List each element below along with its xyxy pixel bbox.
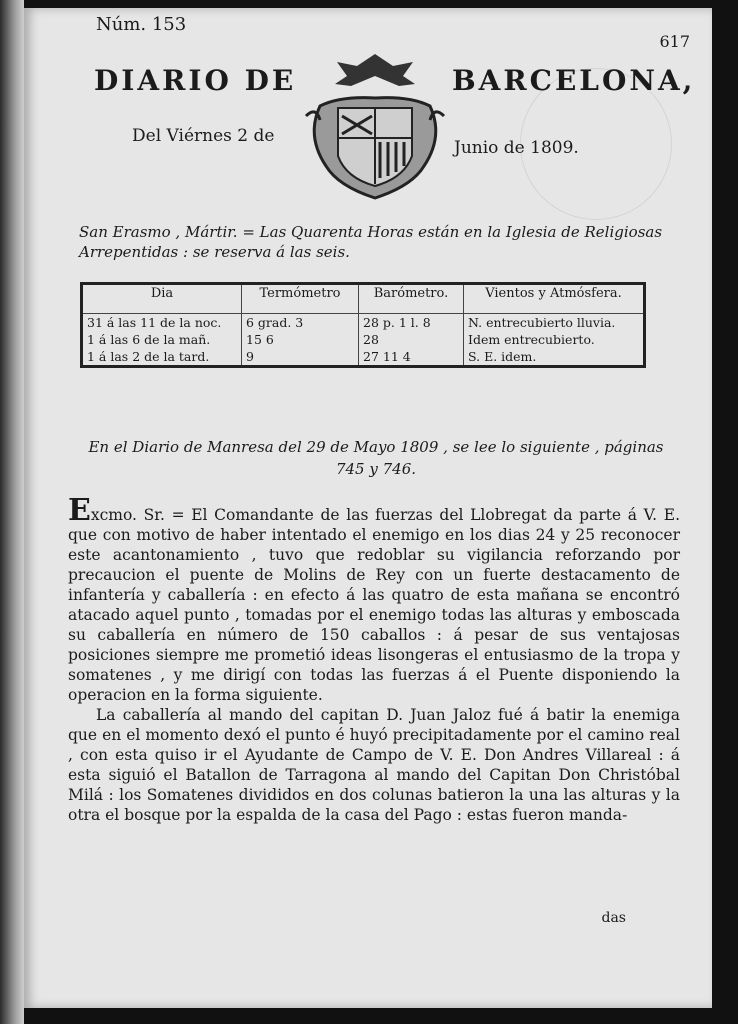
- cell-vientos: N. entrecubierto lluvia.: [464, 314, 645, 332]
- coat-of-arms-icon: [300, 46, 450, 206]
- col-vientos: Vientos y Atmósfera.: [464, 284, 645, 314]
- col-termometro: Termómetro: [242, 284, 359, 314]
- date-right: Junio de 1809.: [454, 138, 579, 158]
- cell-vientos: S. E. idem.: [464, 348, 645, 367]
- cell-dia: 1 á las 6 de la mañ.: [82, 331, 242, 348]
- table-row: [82, 331, 645, 348]
- cell-vientos: Idem entrecubierto.: [464, 331, 645, 348]
- article-body: [68, 493, 680, 825]
- article-intro: En el Diario de Manresa del 29 de Mayo 1809 , se lee lo siguiente , páginas 745 y 746.: [88, 438, 664, 478]
- masthead-right: BARCELONA,: [452, 64, 696, 97]
- paragraph-1-text: xcmo. Sr. = El Comandante de las fuerzas del Llobregat da parte á V. E. que con motivo de haber intentado el enemigo en los dias 24 y 25 reconocer este acantonamiento , tuvo que redoblar su vigilancia reforzando por precaucion el puente de Molins de Rey con un fuerte destacamento de infantería y caballería : en efecto á las quatro de esta mañana se encontró atacado aquel punto , tomadas por el enemigo todas las alturas y emboscada su caballería en número de 150 caballos : á pesar de sus ventajosas posiciones siempre me prometió ideas lisongeras el entusiasmo de la tropa y somatenes , y me dirigí con todas las fuerzas á el Puente disponiendo la operacion en la forma siguiente.: [68, 506, 680, 704]
- newspaper-page: [24, 8, 712, 1008]
- cell-baro: 28: [359, 331, 464, 348]
- paragraph-1: [68, 493, 680, 705]
- date-left: Del Viérnes 2 de: [132, 126, 275, 146]
- issue-number: Núm. 153: [96, 14, 187, 35]
- cell-dia: 1 á las 2 de la tard.: [82, 348, 242, 367]
- saint-of-day-notice: San Erasmo , Mártir. = Las Quarenta Horas están en la Iglesia de Religiosas Arrepentidas : se reserva á las seis.: [79, 223, 663, 261]
- col-dia: Dia: [82, 284, 242, 314]
- page-number: 617: [659, 32, 690, 51]
- weather-header-row: [82, 284, 645, 314]
- book-spine: [0, 0, 24, 1024]
- table-row: [82, 348, 645, 367]
- weather-table: [80, 282, 646, 368]
- cell-term: 6 grad. 3: [242, 314, 359, 332]
- drop-cap: E: [68, 493, 91, 528]
- cell-dia: 31 á las 11 de la noc.: [82, 314, 242, 332]
- cell-term: 15 6: [242, 331, 359, 348]
- cell-baro: 28 p. 1 l. 8: [359, 314, 464, 332]
- catchword: das: [601, 910, 626, 926]
- masthead-left: DIARIO DE: [94, 64, 297, 97]
- table-row: [82, 314, 645, 332]
- paragraph-2: La caballería al mando del capitan D. Juan Jaloz fué á batir la enemiga que en el momento dexó el punto é huyó precipitadamente por el camino real , con esta quiso ir el Ayudante de Campo de V. E. Don Andres Villareal : á esta siguió el Batallon de Tarragona al mando del Capitan Don Christóbal Milá : los Somatenes divididos en dos colunas batieron la una las alturas y la otra el bosque por la espalda de la casa del Pago : estas fueron manda-: [68, 706, 680, 824]
- cell-term: 9: [242, 348, 359, 367]
- col-barometro: Barómetro.: [359, 284, 464, 314]
- cell-baro: 27 11 4: [359, 348, 464, 367]
